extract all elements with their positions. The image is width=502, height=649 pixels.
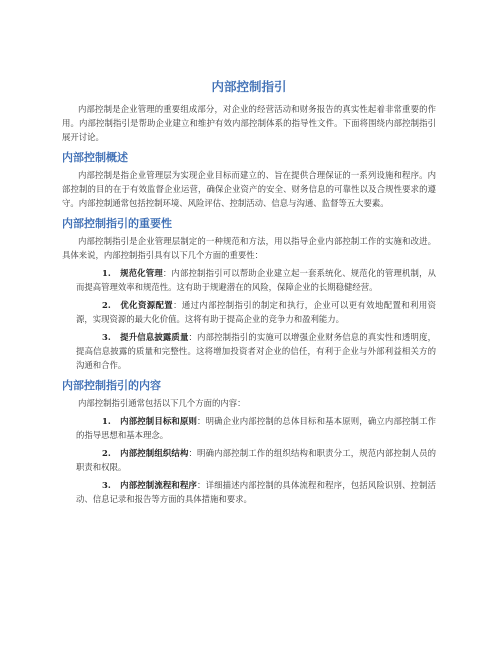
list-item-label: 提升信息披露质量 <box>120 332 189 342</box>
list-item-number: 1. <box>102 268 111 278</box>
list-item-number: 2. <box>102 448 111 458</box>
list-item <box>62 446 436 474</box>
section-body-importance: 内部控制指引是企业管理层制定的一种规范和方法，用以指导企业内部控制工作的实施和改进。具体来说，内部控制指引具有以下几个方面的重要性： <box>62 236 436 260</box>
section-heading-importance: 内部控制指引的重要性 <box>62 217 172 230</box>
section-heading-overview: 内部控制概述 <box>62 151 128 164</box>
list-item-text: ：内部控制指引的实施可以增强企业财务信息的真实性和透明度，提高信息披露的质量和完整性。这将增加投资者对企业的信任，有利于企业与外部利益相关方的沟通和合作。 <box>76 332 437 370</box>
list-item-number: 3. <box>102 480 111 490</box>
document-content <box>62 78 436 510</box>
section-heading-contents: 内部控制指引的内容 <box>62 379 161 392</box>
list-item-text: ：详细描述内部控制的具体流程和程序，包括风险识别、控制活动、信息记录和报告等方面的具体措施和要求。 <box>76 480 436 504</box>
section-body-overview: 内部控制是指企业管理层为实现企业目标而建立的、旨在提供合理保证的一系列设施和程序。内部控制的目的在于有效监督企业运营，确保企业资产的安全、财务信息的可靠性以及合规性要求的遵守。内部控制通常包括控制环境、风险评估、控制活动、信息与沟通、监督等五大要素。 <box>62 170 436 208</box>
list-item <box>62 266 436 294</box>
list-item-text: ：通过内部控制指引的制定和执行，企业可以更有效地配置和利用资源，实现资源的最大化价值。这将有助于提高企业的竞争力和盈利能力。 <box>76 300 437 324</box>
list-item <box>62 330 436 372</box>
list-item-label: 内部控制组织结构 <box>120 448 189 458</box>
list-item-text: ：明确企业内部控制的总体目标和基本原则，确立内部控制工作的指导思想和基本理念。 <box>76 416 436 440</box>
list-item-text: ：明确内部控制工作的组织结构和职责分工，规范内部控制人员的职责和权限。 <box>76 448 437 472</box>
intro-paragraph: 内部控制是企业管理的重要组成部分，对企业的经营活动和财务报告的真实性起着非常重要的作用。内部控制指引是帮助企业建立和维护有效内部控制体系的指导性文件。下面将围绕内部控制指引展开讨论。 <box>62 104 436 142</box>
section-body-contents: 内部控制指引通常包括以下几个方面的内容： <box>78 398 246 408</box>
list-item-number: 3. <box>102 332 111 342</box>
document-title: 内部控制指引 <box>211 79 287 94</box>
list-item-number: 1. <box>102 416 111 426</box>
list-item-label: 规范化管理 <box>120 268 163 278</box>
list-item <box>62 298 436 326</box>
list-item-number: 2. <box>102 300 111 310</box>
list-item-label: 内部控制流程和程序 <box>120 480 198 490</box>
list-item-label: 优化资源配置 <box>120 300 174 310</box>
list-item <box>62 478 436 506</box>
list-item-label: 内部控制目标和原则 <box>120 416 198 426</box>
list-item <box>62 414 436 442</box>
list-item-text: ：内部控制指引可以帮助企业建立起一套系统化、规范化的管理机制，从而提高管理效率和规范性。这有助于规避潜在的风险，保障企业的长期稳健经营。 <box>76 268 437 292</box>
